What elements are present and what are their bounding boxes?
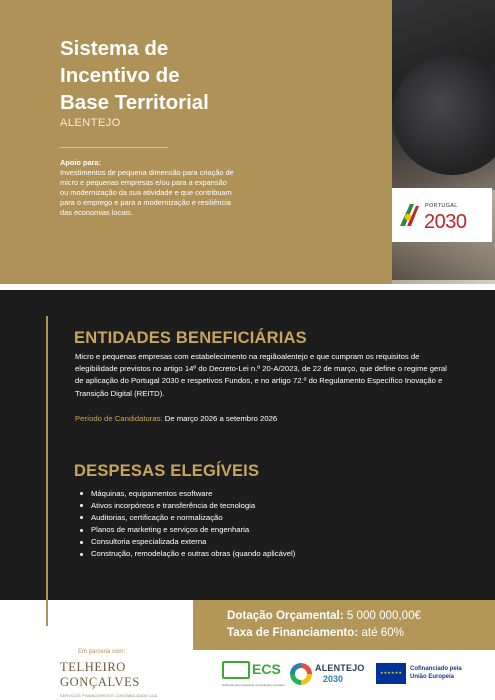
alentejo-year: 2030: [323, 674, 344, 684]
partner-label: Em parceria com:: [78, 649, 126, 655]
entidades-text: Micro e pequenas empresas com estabelecimento na regiãoalentejo e que cumpram os requisitos de elegibilidade previstos no artigo 14º do Decreto-Lei n.º 20-A/2023, de 22 de março, que define o regime geral de aplicação do Portugal 2030 e respetivos Fundos, e no artigo 72.º do Regulamento Específico Inovação e Transição Digital (REITD).: [75, 352, 447, 398]
title-line: Base Territorial: [60, 91, 209, 114]
despesas-heading: DESPESAS ELEGÍVEIS: [74, 462, 260, 480]
list-item: Planos de marketing e serviços de engenharia: [80, 524, 295, 536]
ecs-icon: [222, 661, 250, 679]
divider: [60, 147, 168, 148]
portugal-flag-icon: [398, 202, 420, 228]
support-text: Investimentos de pequena dimensão para criação de micro e pequenas empresas e/ou para a expansão ou modernização da sua atividade e que contribuam para o emprego e para a modernização e resiliência das economias locais.: [60, 168, 234, 218]
title-line: Sistema de: [60, 37, 169, 60]
rate-label: Taxa de Financiamento:: [227, 626, 359, 639]
support-label: Apoio para:: [60, 158, 102, 167]
budget-line: [227, 609, 421, 622]
ecs-name: ECS: [252, 661, 281, 677]
budget-label: Dotação Orçamental:: [227, 609, 344, 622]
list-item: Auditorias, certificação e normalização: [80, 512, 295, 524]
title-line: Incentivo de: [60, 64, 180, 87]
region-subtitle: ALENTEJO: [60, 117, 121, 129]
ecs-logo: [222, 661, 285, 691]
alentejo-2030-logo: [290, 660, 370, 692]
period-value: De março 2026 a setembro 2026: [162, 414, 278, 423]
eu-text: [410, 665, 462, 681]
list-item: Ativos incorpóreos e transferência de tecnologia: [80, 500, 295, 512]
eu-text-line: União Europeia: [410, 674, 455, 680]
period-label: Período de Candidaturas:: [75, 414, 163, 423]
rate-line: [227, 626, 404, 639]
entidades-heading: ENTIDADES BENEFICIÁRIAS: [74, 329, 307, 347]
application-period: [75, 414, 277, 423]
support-block: [60, 158, 235, 219]
alentejo-circle-inner: [295, 668, 307, 680]
despesas-list: [80, 488, 295, 561]
funding-box: [193, 600, 495, 650]
logo-year: 2030: [424, 211, 467, 233]
budget-value: 5 000 000,00€: [343, 609, 421, 622]
portugal-2030-logo: [392, 188, 492, 242]
eu-cofinanced-logo: [376, 663, 495, 685]
page-title: [60, 35, 380, 116]
accent-line: [46, 316, 48, 626]
partner-sub: SERVIÇOS FINANCEIROS E CONTABILIDADE LDA: [60, 694, 158, 698]
rate-value: até 60%: [358, 626, 404, 639]
ecs-sub: Gabinete empresarial de consultoria e serviços: [222, 683, 285, 687]
list-item: Máquinas, equipamentos esoftware: [80, 488, 295, 500]
list-item: Consultoria especializada externa: [80, 536, 295, 548]
logo-name: PORTUGAL: [425, 203, 458, 209]
list-item: Construção, remodelação e outras obras (quando aplicável): [80, 548, 295, 560]
eu-stars-icon: ★★★★★★: [379, 671, 403, 675]
eu-text-line: Cofinanciado pela: [410, 666, 462, 672]
telheiro-goncalves-logo: [60, 660, 175, 698]
partner-name: TELHEIRO GONÇALVES: [60, 660, 140, 689]
alentejo-name: ALENTEJO: [315, 663, 365, 673]
